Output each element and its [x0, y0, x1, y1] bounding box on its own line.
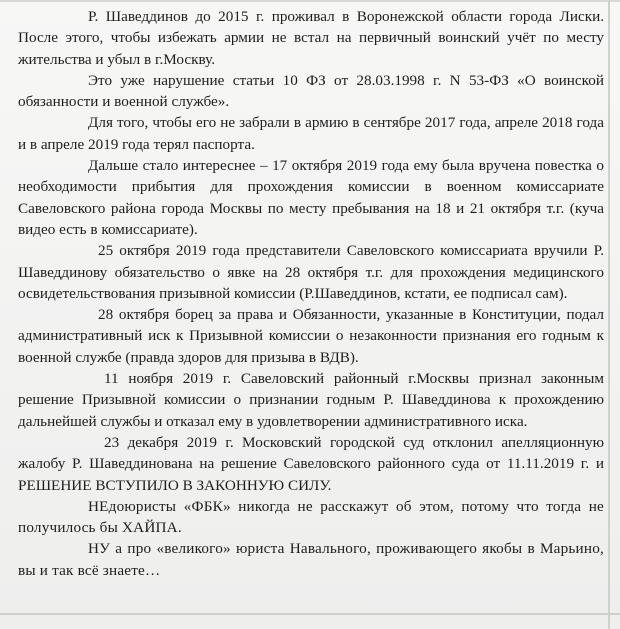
paragraph-2: Это уже нарушение статьи 10 ФЗ от 28.03.1998 г. N 53-ФЗ «О воинской обязанности и военной службе».: [18, 71, 604, 111]
paragraph-6: 28 октября борец за права и Обязанности, указанные в Конституции, подал административный иск к Призывной комиссии о незаконности признания его годным к военной службе (правда здоров для призыва в ВДВ).: [18, 306, 604, 366]
document-body: [18, 6, 604, 581]
paragraph-4: Дальше стало интереснее – 17 октября 2019 года ему была вручена повестка о необходимости прибытия для прохождения комиссии в военном комиссариате Савеловского района города Москвы по месту пребывания на 18 и 21 октября т.г. (куча видео есть в комиссариате).: [18, 157, 604, 238]
paragraph-8: 23 декабря 2019 г. Московский городской суд отклонил апелляционную жалобу Р. Шаведдинована на решение Савеловского районного суда от 11.11.2019 г. и РЕШЕНИЕ ВСТУПИЛО В ЗАКОННУЮ СИЛУ.: [18, 433, 604, 494]
bottom-border: [0, 613, 620, 615]
paragraph-1: Р. Шаведдинов до 2015 г. проживал в Воронежской области города Лиски. После этого, чтобы избежать армии не встал на первичный воинский учёт по месту жительства и убыл в г.Москву.: [18, 8, 604, 68]
top-border: [0, 0, 620, 2]
paragraph-3: Для того, чтобы его не забрали в армию в сентябре 2017 года, апреле 2018 года и в апреле 2019 года терял паспорта.: [18, 114, 604, 153]
paragraph-10: НУ а про «великого» юриста Навального, проживающего якобы в Марьино, вы и так всё знаете…: [18, 540, 604, 579]
right-border: [608, 0, 610, 629]
paragraph-9: НЕдоюристы «ФБК» никогда не расскажут об этом, потому что тогда не получилось бы ХАЙПА.: [18, 497, 604, 537]
paragraph-5: 25 октября 2019 года представители Савеловского комиссариата вручили Р. Шаведдинову обязательство о явке на 28 октября т.г. для прохождения медицинского освидетельствования призывной комиссии (Р.Шаведдинов, кстати, ее подписал сам).: [18, 242, 604, 302]
paragraph-7: 11 ноября 2019 г. Савеловский районный г.Москвы признал законным решение Призывной комиссии о признании годным Р. Шаведдинова к прохождению дальнейшей службы и отказал ему в удовлетворении административного иска.: [18, 370, 604, 430]
